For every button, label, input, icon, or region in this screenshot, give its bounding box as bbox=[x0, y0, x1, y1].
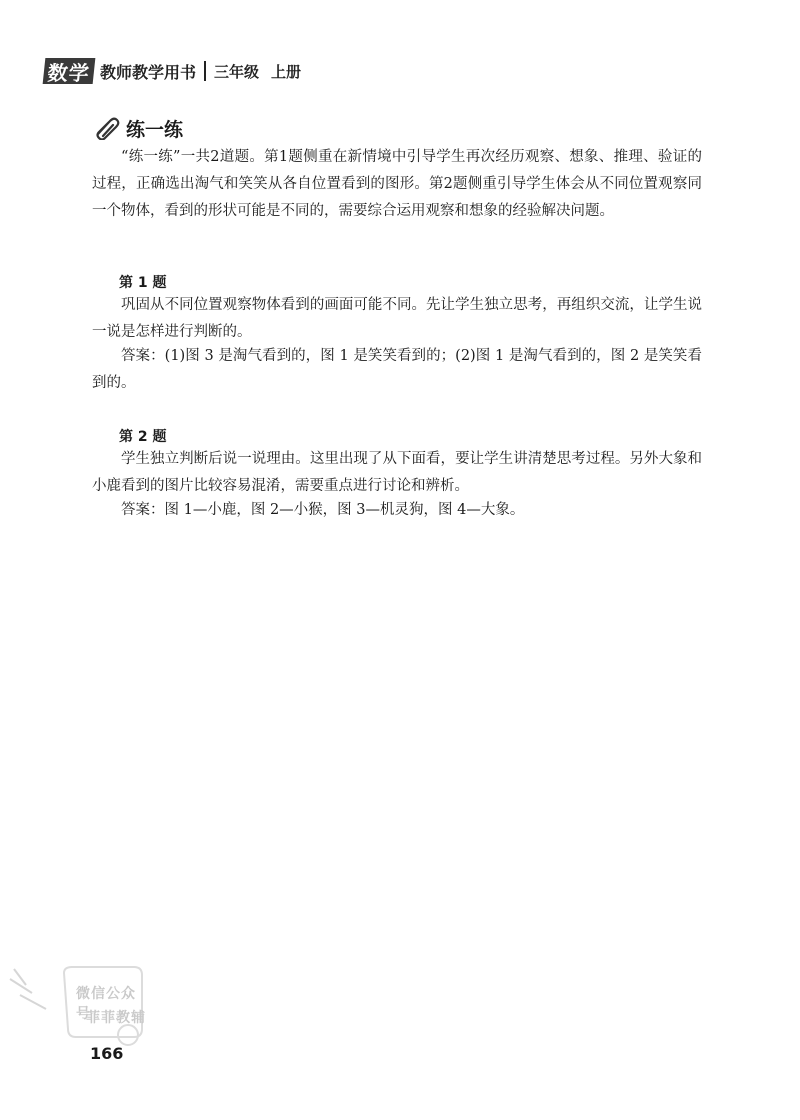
watermark bbox=[6, 965, 146, 1055]
page-header bbox=[44, 56, 301, 86]
grade-label: 三年级 bbox=[214, 62, 260, 81]
question-2-heading: 第 2 题 bbox=[119, 429, 167, 445]
section-title: 练一练 bbox=[126, 118, 184, 141]
question-1-explanation: 巩固从不同位置观察物体看到的画面可能不同。先让学生独立思考，再组织交流，让学生说一说是怎样进行判断的。 bbox=[92, 297, 702, 340]
paperclip-icon bbox=[92, 116, 122, 140]
term-label: 上册 bbox=[271, 62, 302, 81]
section-heading bbox=[92, 114, 183, 142]
book-title: 教师教学用书 bbox=[100, 62, 197, 82]
subject-logo: 数学 bbox=[43, 58, 96, 84]
question-2-answer: 答案：图 1—小鹿，图 2—小猴，图 3—机灵狗，图 4—大象。 bbox=[121, 502, 525, 518]
question-1-heading: 第 1 题 bbox=[119, 275, 167, 291]
watermark-line-1: 微信公众号 bbox=[76, 986, 136, 1022]
question-1-answer: 答案：(1)图 3 是淘气看到的，图 1 是笑笑看到的；(2)图 1 是淘气看到的，图 2 是笑笑看到的。 bbox=[92, 348, 702, 391]
page-number: 166 bbox=[90, 1044, 124, 1063]
question-2-explanation: 学生独立判断后说一说理由。这里出现了从下面看，要让学生讲清楚思考过程。另外大象和小鹿看到的图片比较容易混淆，需要重点进行讨论和辨析。 bbox=[92, 451, 702, 494]
watermark-line-2: 菲菲教辅 bbox=[86, 1010, 146, 1026]
intro-paragraph: “练一练”一共2道题。第1题侧重在新情境中引导学生再次经历观察、想象、推理、验证的过程，正确选出淘气和笑笑从各自位置看到的图形。第2题侧重引导学生体会从不同位置观察同一个物体，看到的形状可能是不同的，需要综合运用观察和想象的经验解决问题。 bbox=[92, 149, 702, 219]
header-divider bbox=[204, 61, 206, 81]
